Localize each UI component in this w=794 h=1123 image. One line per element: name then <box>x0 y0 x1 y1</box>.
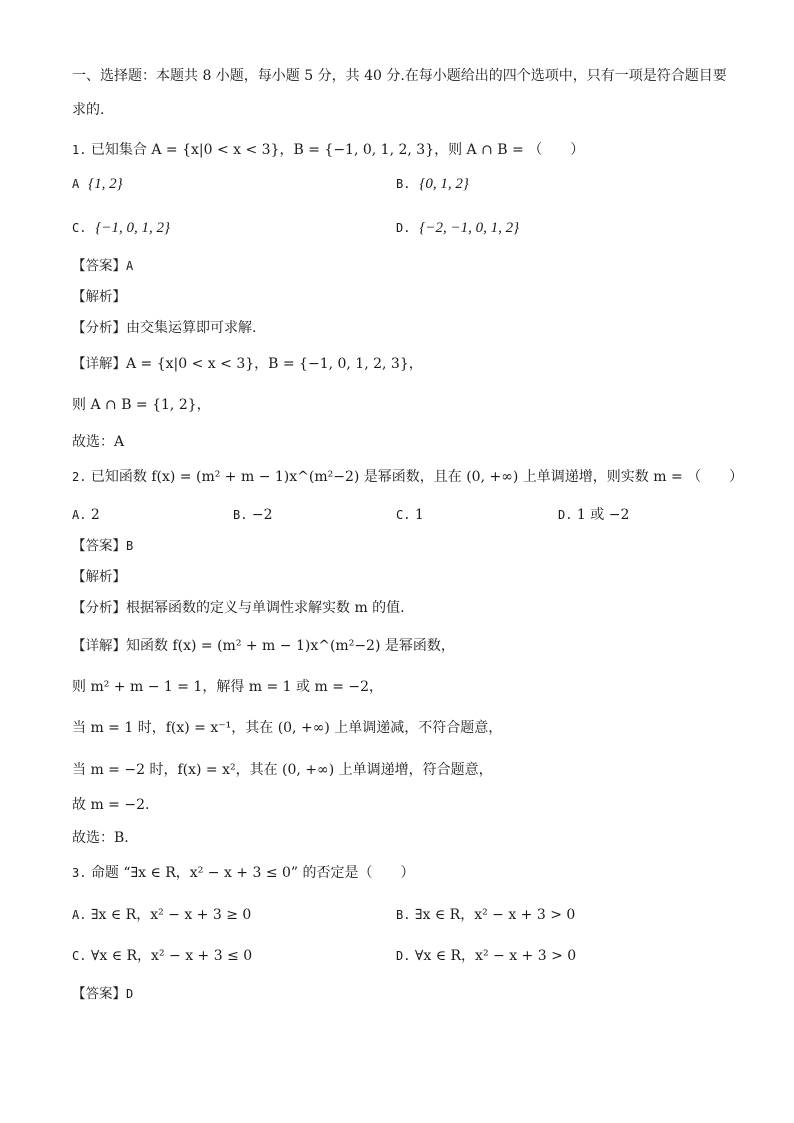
q3-option-a: A. ∃x ∈ R，x² − x + 3 ≥ 0 <box>72 907 252 923</box>
q1-option-b: B. {0, 1, 2} <box>396 176 469 192</box>
q1-option-a: A {1, 2} <box>72 176 123 192</box>
q1-fenxi: 【分析】由交集运算即可求解. <box>72 320 257 336</box>
q3-stem-text: 命题 “∃x ∈ R，x² − x + 3 ≤ 0” 的否定是（ ） <box>90 865 415 881</box>
q2-option-c: C. 1 <box>396 507 424 523</box>
q2-detail-line5: 故 m = −2. <box>72 797 150 813</box>
q1-stem <box>72 140 584 160</box>
q2-stem-text: 已知函数 f(x) = (m² + m − 1)x^(m²−2) 是幂函数，且在 (0, +∞) 上单调递增，则实数 m = （ ） <box>90 469 744 485</box>
q2-fenxi: 【分析】根据幂函数的定义与单调性求解实数 m 的值. <box>72 600 405 616</box>
q2-analysis-tag: 【解析】 <box>72 569 126 585</box>
section-heading-line2: 求的. <box>72 102 105 118</box>
q3-number: 3. <box>72 866 87 880</box>
q2-detail-line2: 则 m² + m − 1 = 1，解得 m = 1 或 m = −2， <box>72 679 384 695</box>
q1-option-d: D. {−2, −1, 0, 1, 2} <box>396 220 520 236</box>
q2-option-d: D. 1 或 −2 <box>558 507 630 523</box>
q1-number: 1. <box>72 143 87 157</box>
q2-number: 2. <box>72 470 87 484</box>
q3-option-d: D. ∀x ∈ R，x² − x + 3 > 0 <box>396 948 577 964</box>
q2-choose: 故选：B. <box>72 830 129 846</box>
q2-stem <box>72 467 743 487</box>
q1-option-c: C. {−1, 0, 1, 2} <box>72 220 170 236</box>
q3-answer: 【答案】D <box>72 986 134 1002</box>
q3-stem <box>72 863 415 883</box>
q2-detail-line4: 当 m = −2 时，f(x) = x²，其在 (0, +∞) 上单调递增，符合题意， <box>72 762 493 778</box>
q2-option-b: B. −2 <box>233 507 273 523</box>
q2-detail-line1: 【详解】知函数 f(x) = (m² + m − 1)x^(m²−2) 是幂函数， <box>72 638 455 654</box>
q1-analysis-tag: 【解析】 <box>72 289 126 305</box>
q3-option-b: B. ∃x ∈ R，x² − x + 3 > 0 <box>396 907 576 923</box>
q1-choose: 故选：A <box>72 434 125 450</box>
q2-detail-line3: 当 m = 1 时，f(x) = x⁻¹，其在 (0, +∞) 上单调递减，不符合题意， <box>72 720 503 736</box>
q2-option-a: A. 2 <box>72 507 100 523</box>
q3-option-c: C. ∀x ∈ R，x² − x + 3 ≤ 0 <box>72 948 253 964</box>
q1-stem-text: 已知集合 A = {x|0 < x < 3}，B = {−1, 0, 1, 2, 3}，则 A ∩ B = （ ） <box>90 142 585 158</box>
q1-detail-line1: 【详解】A = {x|0 < x < 3}，B = {−1, 0, 1, 2, 3}， <box>72 356 423 372</box>
q2-answer: 【答案】B <box>72 538 134 554</box>
q1-answer: 【答案】A <box>72 258 134 274</box>
section-heading-line1: 一、选择题：本题共 8 小题，每小题 5 分，共 40 分.在每小题给出的四个选项中，只有一项是符合题目要 <box>72 68 727 84</box>
q1-detail-line2: 则 A ∩ B = {1, 2}， <box>72 397 211 413</box>
